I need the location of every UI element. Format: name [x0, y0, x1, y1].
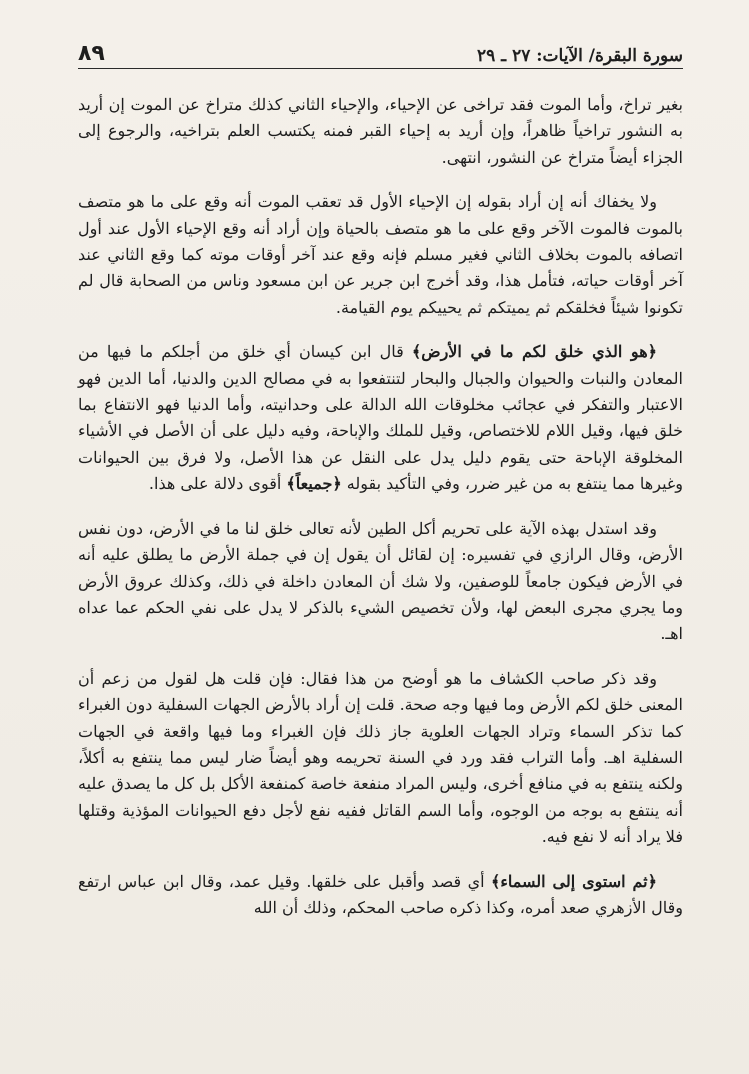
paragraph-text: أقوى دلالة على هذا. — [148, 474, 287, 494]
paragraph-text: بغير تراخ، وأما الموت فقد تراخى عن الإحياء، والإحياء الثاني كذلك متراخ عن الموت إن أريد به النشور تراخياً ظاهراً، وإن أريد به إحياء القبر فمنه يكتسب العلم بتراخيه، والرجوع إلى الجزاء أيضاً متراخ عن النشور، انتهى. — [78, 95, 683, 167]
paragraph — [78, 869, 683, 922]
paragraph — [78, 516, 683, 648]
paragraph-text: ولا يخفاك أنه إن أراد بقوله إن الإحياء الأول قد تعقب الموت أنه وقع على ما هو متصف بالموت فالموت الآخر وقع على ما هو متصف بالحياة وإن أراد أنه وقع الإحياء الأول عند أول اتصافه بالموت بخلاف الثاني فغير مسلم فإنه وقع عند آخر أوقات موته كما وقع الثاني عند آخر أوقات حياته، فتأمل هذا، وقد أخرج ابن جرير عن ابن مسعود وناس من الصحابة قال لم تكونوا شيئاً فخلقكم ثم يميتكم ثم يحييكم يوم القيامة. — [78, 192, 683, 317]
page-header — [78, 38, 683, 72]
page-number: ٨٩ — [78, 41, 105, 66]
quran-verse: ﴿ثم استوى إلى السماء﴾ — [491, 871, 658, 891]
paragraph — [78, 339, 683, 497]
paragraph — [78, 666, 683, 851]
paragraph-text: أي قصد وأقبل على خلقها. وقيل عمد، وقال ابن عباس ارتفع وقال الأزهري صعد أمره، وكذا ذكره صاحب المحكم، وذلك أن الله — [78, 871, 683, 917]
quran-verse: ﴿هو الذي خلق لكم ما في الأرض﴾ — [411, 342, 658, 362]
quran-verse: ﴿جميعاً﴾ — [286, 474, 342, 494]
paragraph-text: قال ابن كيسان أي خلق من أجلكم ما فيها من المعادن والنبات والحيوان والجبال والبحار لتنتفعوا به في مصالح الدين والدنيا، أما الدين فهو الاعتبار والتفكر في عجائب مخلوقات الله الدالة على وحدانيته، وأما الدنيا فهو الانتفاع بما خلق فيها، وقيل اللام للاختصاص، وقيل للملك والإباحة، وفيه دليل على أن الأصل في الأشياء المخلوقة الإباحة حتى يقوم دليل يدل على النقل عن هذا الأصل، ولا فرق بين الحيوانات وغيرها مما ينتفع به من غير ضرر، وفي التأكيد بقوله — [78, 342, 683, 494]
page-body — [78, 92, 683, 939]
paragraph — [78, 92, 683, 171]
paragraph-text: وقد ذكر صاحب الكشاف ما هو أوضح من هذا فقال: فإن قلت هل لقول من زعم أن المعنى خلق لكم الأرض وما فيها وجه صحة. قلت إن أراد بالأرض الجهات السفلية دون الغبراء كما تذكر السماء وتراد الجهات العلوية جاز ذلك فإن الغبراء وما فيها واقعة في الجهات السفلية اهـ. وأما التراب فقد ورد في السنة تحريمه وهو أيضاً ضار ليس مما ينتفع به أكلاً، ولكنه ينتفع به في منافع أخرى، وليس المراد منفعة خاصة كمنفعة الأكل بل كل ما يصدق عليه أنه ينتفع به بوجه من الوجوه، وأما السم القاتل ففيه نفع لأجل دفع الحيوانات المؤذية وقتلها فلا يراد أنه لا نفع فيه. — [78, 668, 683, 847]
running-title: سورة البقرة/ الآيات: ٢٧ ـ ٢٩ — [477, 46, 683, 66]
header-rule — [78, 68, 683, 69]
paragraph-text: وقد استدل بهذه الآية على تحريم أكل الطين لأنه تعالى خلق لنا ما في الأرض، دون نفس الأرض، وقال الرازي في تفسيره: إن لقائل أن يقول إن في جملة الأرض ما يطلق عليه أنه في الأرض فيكون جامعاً للوصفين، ولا شك أن المعادن داخلة في ذلك، وكذلك عروق الأرض وما يجري مجرى البعض لها، ولأن تخصيص الشيء بالذكر لا يدل على نفي الحكم عما عداه اهـ. — [78, 518, 683, 644]
paragraph — [78, 189, 683, 321]
